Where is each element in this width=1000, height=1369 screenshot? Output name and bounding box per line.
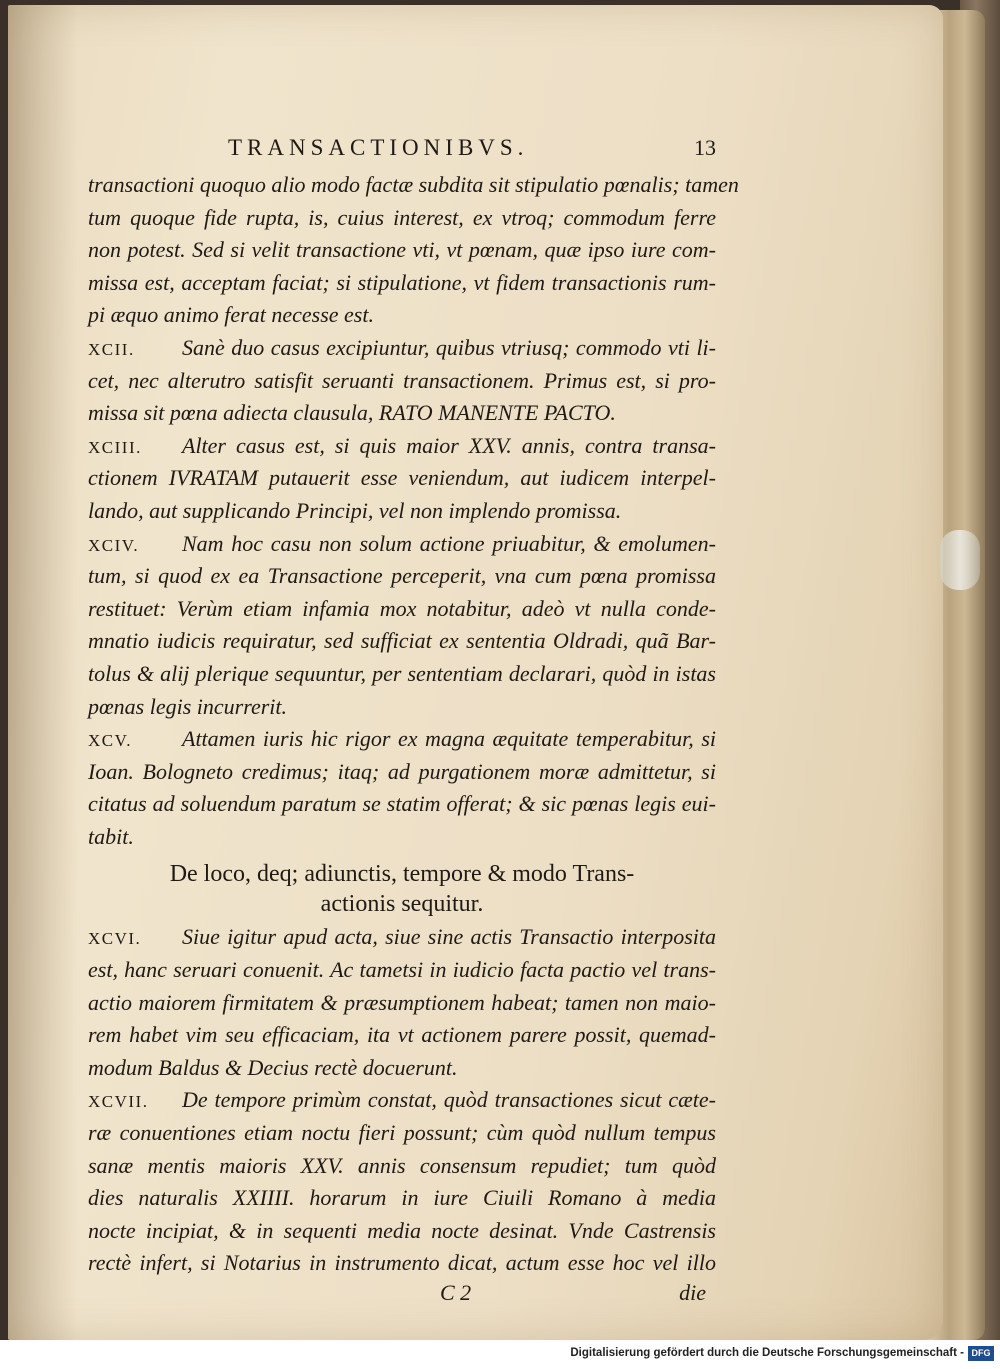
dfg-logo-icon: DFG: [968, 1346, 994, 1361]
gutter-shadow: [8, 5, 78, 1340]
text-line: [88, 267, 716, 300]
text-line: [88, 1052, 716, 1085]
text-line: [88, 954, 716, 987]
paragraph-number: XCVI.: [88, 929, 142, 949]
line-text: transactioni quoquo alio modo factæ subdita sit stipulatio pœnalis; tamen: [88, 172, 739, 197]
line-text: mnatio iudicis requiratur, sed sufficiat ex sententia Oldradi, quã Bar-: [88, 628, 716, 654]
line-text: Alter casus est, si quis maior XXV. annis, contra transa-: [182, 432, 716, 458]
text-lines-section-1: [88, 169, 739, 853]
page-text-block: [88, 135, 739, 1314]
line-text: De tempore primùm constat, quòd transactiones sicut cæte-: [182, 1087, 716, 1113]
line-text: missa sit pœna adiecta clausula, RATO MANENTE PACTO.: [88, 400, 616, 426]
line-text: tolus & alij plerique sequuntur, per sententiam declarari, quòd in istas: [88, 660, 716, 686]
line-text: pi æquo animo ferat necesse est.: [88, 302, 374, 328]
line-text: cet, nec alterutro satisfit seruanti transactionem. Primus est, si pro-: [88, 367, 716, 393]
text-line: [88, 397, 716, 430]
line-text: Sanè duo casus excipiuntur, quibus vtriusq; commodo vti li-: [182, 334, 716, 360]
text-line: [88, 987, 716, 1020]
section-heading-line-1: De loco, deq; adiunctis, tempore & modo Trans-: [169, 861, 635, 888]
line-text: Siue igitur apud acta, siue sine actis Transactio interposita: [182, 924, 716, 950]
text-line: [88, 1084, 716, 1117]
text-line: [88, 691, 716, 724]
line-text: ctionem IVRATAM putauerit esse veniendum, aut iudicem interpel-: [88, 465, 716, 491]
text-line: [88, 1150, 716, 1183]
text-line: [88, 462, 716, 495]
line-text: Attamen iuris hic rigor ex magna æquitate temperabitur, si: [182, 726, 716, 752]
line-text: Ioan. Bolognetо credimus; itaq; ad purgationem moræ admittetur, si: [88, 758, 716, 784]
line-text: est, hanc seruari conuenit. Ac tametsi in iudicio facta pactio vel trans-: [88, 957, 716, 983]
page-number: 13: [694, 135, 716, 160]
text-line: [88, 365, 716, 398]
footer-credit-text: Digitalisierung gefördert durch die Deutsche Forschungsgemeinschaft -: [570, 1347, 964, 1359]
text-line: [88, 625, 716, 658]
page-foot: [88, 1280, 716, 1314]
line-text: citatus ad soluendum paratum se statim offerat; & sic pœnas legis eui-: [88, 791, 716, 817]
text-line: [88, 528, 716, 561]
paragraph-number: XCIII.: [88, 437, 142, 457]
line-text: tabit.: [88, 823, 134, 849]
paragraph-number: XCII.: [88, 339, 135, 359]
running-head: TRANSACTIONIBVS.: [228, 135, 529, 160]
line-text: tum quoque fide rupta, is, cuius interest, ex vtroq; commodum ferre: [88, 204, 716, 230]
line-text: sanæ mentis maioris XXV. annis consensum repudiet; tum quòd: [88, 1152, 716, 1178]
section-heading-line-2: actionis sequitur.: [320, 891, 484, 918]
page-clip: [940, 530, 980, 590]
text-line: [88, 1019, 716, 1052]
text-line: [88, 430, 716, 463]
line-text: missa est, acceptam faciat; si stipulatione, vt fidem transactionis rum-: [88, 269, 716, 295]
text-line: [88, 1215, 716, 1248]
line-text: rectè infert, si Notarius in instrumento dicat, actum esse hoc vel illo: [88, 1250, 716, 1276]
signature-mark: C 2: [440, 1280, 472, 1305]
section-heading: [88, 859, 716, 919]
text-line: [88, 821, 716, 854]
paragraph-number: XCV.: [88, 731, 132, 751]
line-text: restituet: Verùm etiam infamia mox notabitur, adeò vt nulla conde-: [88, 595, 716, 621]
text-line: [88, 1247, 716, 1280]
text-line: [88, 756, 716, 789]
line-text: lando, aut supplicando Principi, vel non implendo promissa.: [88, 497, 622, 523]
line-text: dies naturalis XXIIII. horarum in iure Ciuili Romano à media: [88, 1185, 716, 1211]
text-line: [88, 169, 739, 202]
text-line: [88, 202, 716, 235]
text-line: [88, 495, 716, 528]
text-line: [88, 1182, 716, 1215]
line-text: pœnas legis incurrerit.: [88, 693, 288, 719]
line-text: tum, si quod ex ea Transactione perceperit, vna cum pœna promissa: [88, 563, 716, 589]
text-line: [88, 788, 716, 821]
line-text: nocte incipiat, & in sequenti media nocte desinat. Vnde Castrensis: [88, 1217, 716, 1243]
text-line: [88, 593, 716, 626]
text-line: [88, 921, 716, 954]
line-text: actio maiorem firmitatem & præsumptionem habeat; tamen non maio-: [88, 989, 716, 1015]
digitization-footer: [0, 1340, 1000, 1369]
page-header: [88, 135, 716, 169]
line-text: ræ conuentiones etiam noctu fieri possunt; cùm quòd nullum tempus: [88, 1120, 716, 1146]
catchword: die: [679, 1280, 706, 1305]
line-text: non potest. Sed si velit transactione vti, vt pœnam, quæ ipso iure com-: [88, 237, 716, 263]
line-text: Nam hoc casu non solum actione priuabitur, & emolumen-: [182, 530, 716, 556]
text-line: [88, 299, 716, 332]
text-line: [88, 1117, 716, 1150]
text-line: [88, 234, 716, 267]
text-line: [88, 332, 716, 365]
paragraph-number: XCIV.: [88, 535, 140, 555]
text-line: [88, 723, 716, 756]
line-text: modum Baldus & Decius rectè docuerunt.: [88, 1054, 458, 1080]
text-lines-section-2: [88, 921, 716, 1280]
text-line: [88, 658, 716, 691]
line-text: rem habet vim seu efficaciam, ita vt actionem parere possit, quemad-: [88, 1022, 716, 1048]
paragraph-number: XCVII.: [88, 1092, 149, 1112]
text-line: [88, 560, 716, 593]
